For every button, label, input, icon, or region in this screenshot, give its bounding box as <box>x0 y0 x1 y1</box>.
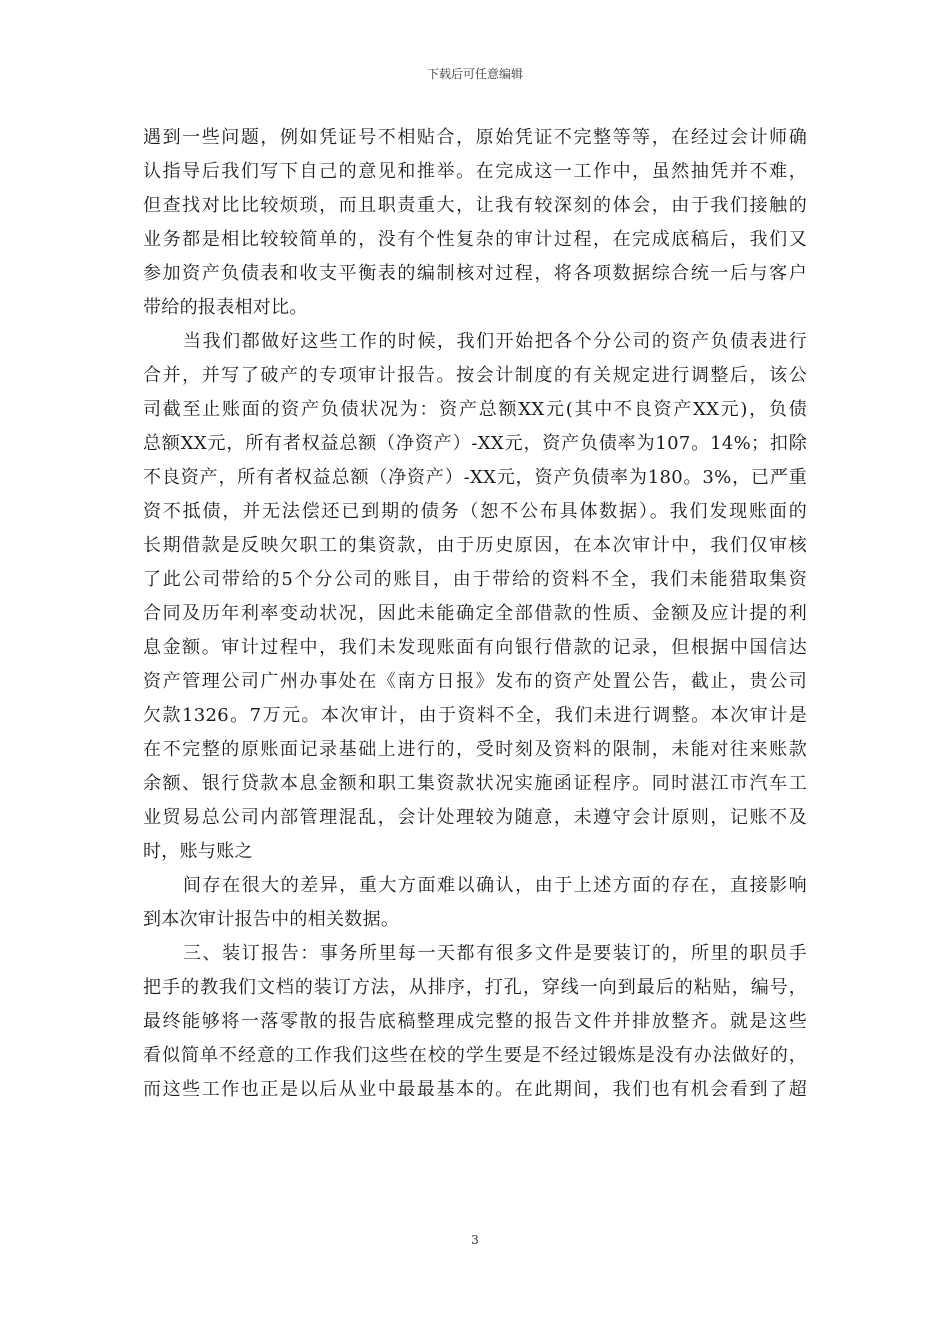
body-line: 认指导后我们写下自己的意见和推举。在完成这一工作中，虽然抽凭并不难， <box>143 161 807 182</box>
page-header: 下载后可任意编辑 <box>426 67 523 81</box>
body-line: 欠款1326。7万元。本次审计，由于资料不全，我们未进行调整。本次审计是 <box>143 705 807 726</box>
body-line: 资产管理公司广州办事处在《南方日报》发布的资产处置公告，截止，贵公司 <box>143 671 807 692</box>
body-line: 息金额。审计过程中，我们未发现账面有向银行借款的记录，但根据中国信达 <box>143 637 807 658</box>
body-line: 余额、银行贷款本息金额和职工集资款状况实施函证程序。同时湛江市汽车工 <box>143 773 807 794</box>
body-line: 了此公司带给的5个分公司的账目，由于带给的资料不全，我们未能猎取集资 <box>143 569 807 590</box>
body-line: 在不完整的原账面记录基础上进行的，受时刻及资料的限制，未能对往来账款 <box>143 739 807 760</box>
body-line: 业务都是相比较较简单的，没有个性复杂的审计过程，在完成底稿后，我们又 <box>143 229 807 250</box>
document-body <box>143 121 807 1107</box>
body-line: 资不抵债，并无法偿还已到期的债务（恕不公布具体数据）。我们发现账面的 <box>143 501 807 522</box>
body-line: 不良资产，所有者权益总额（净资产）-XX元，资产负债率为180。3%，已严重 <box>143 467 807 488</box>
body-line: 业贸易总公司内部管理混乱，会计处理较为随意，未遵守会计原则，记账不及 <box>143 807 807 828</box>
body-line: 长期借款是反映欠职工的集资款，由于历史原因，在本次审计中，我们仅审核 <box>143 535 807 556</box>
body-line: 遇到一些问题，例如凭证号不相贴合，原始凭证不完整等等，在经过会计师确 <box>143 127 807 148</box>
body-line: 合并，并写了破产的专项审计报告。按会计制度的有关规定进行调整后，该公 <box>143 365 807 386</box>
body-line: 总额XX元，所有者权益总额（净资产）-XX元，资产负债率为107。14%；扣除 <box>143 433 807 454</box>
body-line: 把手的教我们文档的装订方法，从排序，打孔，穿线一向到最后的粘贴，编号， <box>143 977 807 998</box>
body-line: 参加资产负债表和收支平衡表的编制核对过程，将各项数据综合统一后与客户 <box>143 263 807 284</box>
body-line: 但查找对比比较烦琐，而且职责重大，让我有较深刻的体会，由于我们接触的 <box>143 195 807 216</box>
paragraph-start-line: 间存在很大的差异，重大方面难以确认，由于上述方面的存在，直接影响 <box>183 875 807 896</box>
body-line: 最终能够将一落零散的报告底稿整理成完整的报告文件并排放整齐。就是这些 <box>143 1011 807 1032</box>
body-line: 合同及历年利率变动状况，因此未能确定全部借款的性质、金额及应计提的利 <box>143 603 807 624</box>
paragraph-start-line: 当我们都做好这些工作的时候，我们开始把各个分公司的资产负债表进行 <box>183 331 807 352</box>
body-line: 带给的报表相对比。 <box>143 297 308 318</box>
page-number: 3 <box>471 1233 479 1247</box>
body-line: 到本次审计报告中的相关数据。 <box>143 909 400 930</box>
body-line: 看似简单不经意的工作我们这些在校的学生要是不经过锻炼是没有办法做好的， <box>143 1045 807 1066</box>
paragraph-start-line: 三、装订报告：事务所里每一天都有很多文件是要装订的，所里的职员手 <box>183 943 807 964</box>
body-line: 时，账与账之 <box>143 841 253 862</box>
body-line: 而这些工作也正是以后从业中最最基本的。在此期间，我们也有机会看到了超 <box>143 1079 807 1100</box>
body-line: 司截至止账面的资产负债状况为：资产总额XX元(其中不良资产XX元)，负债 <box>143 399 807 420</box>
